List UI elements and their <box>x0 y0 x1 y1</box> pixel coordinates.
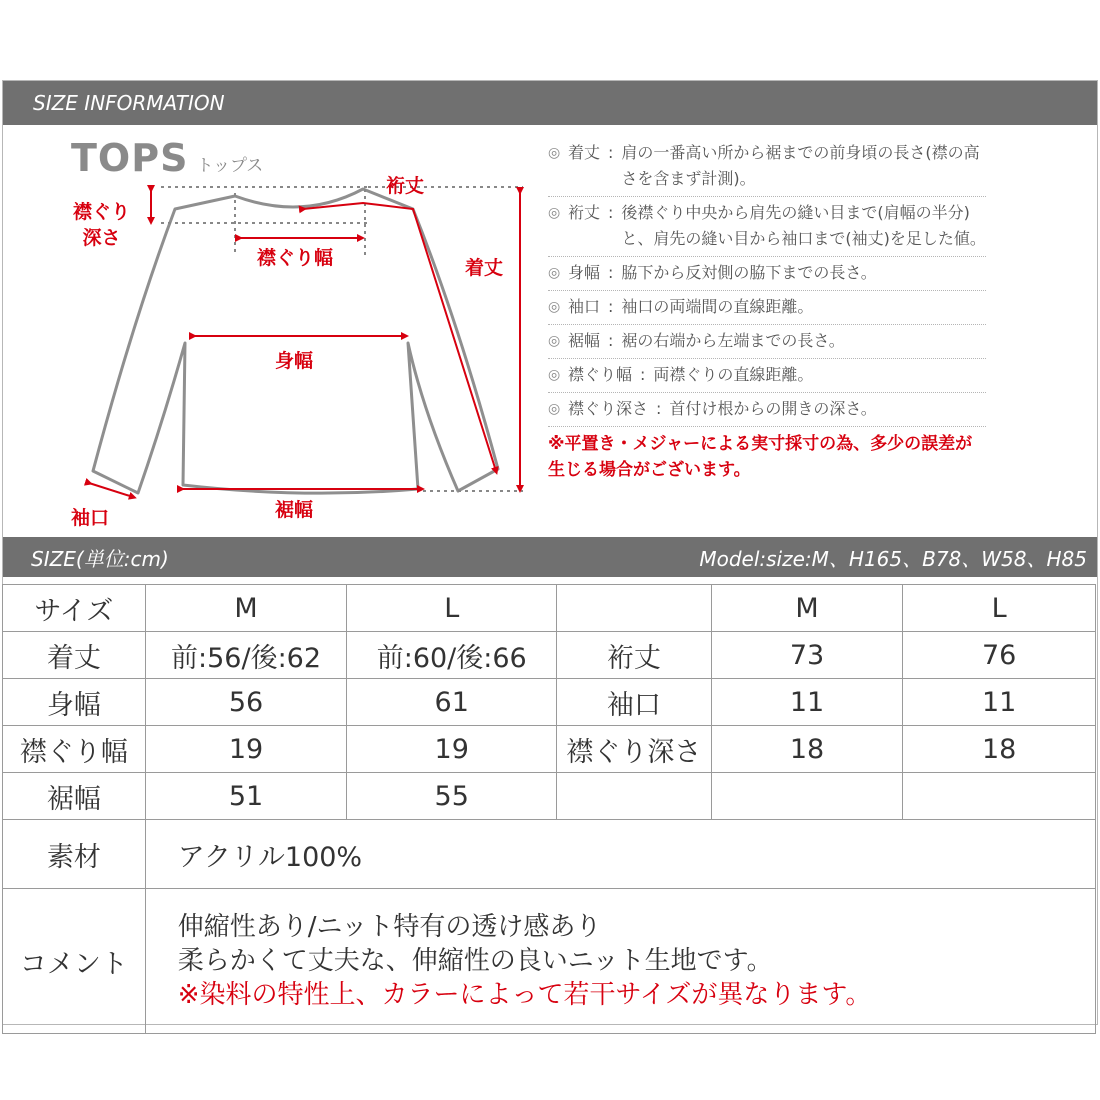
garment-diagram <box>3 81 548 537</box>
bullet-icon: ◎ <box>548 333 561 349</box>
definition-desc: 袖口の両端間の直線距離。 <box>621 297 814 316</box>
definition-term: 裄丈 <box>568 203 601 222</box>
label-collar-depth-line2: 深さ <box>82 227 121 249</box>
table-cell <box>557 773 712 820</box>
table-cell: 18 <box>711 726 903 773</box>
table-cell <box>557 585 712 632</box>
definition-term: 身幅 <box>568 263 601 282</box>
table-cell: 19 <box>347 726 557 773</box>
comment-row <box>3 889 1096 1034</box>
definition-term: 襟ぐり深さ <box>568 399 649 418</box>
label-collar-depth-line1: 襟ぐり <box>73 201 131 223</box>
label-collar-depth <box>73 199 130 251</box>
table-cell: L <box>347 585 557 632</box>
comment-line: 伸縮性あり/ニット特有の透け感あり <box>177 912 602 942</box>
size-unit-label: SIZE(単位:cm) <box>31 546 169 571</box>
table-cell: 裄丈 <box>557 632 712 679</box>
table-cell: サイズ <box>3 585 146 632</box>
bullet-icon: ◎ <box>548 401 561 417</box>
definition-desc: 裾の右端から左端までの長さ。 <box>621 331 845 350</box>
table-cell: M <box>145 585 347 632</box>
bullet-icon: ◎ <box>548 265 561 281</box>
comment-label: コメント <box>3 889 146 1034</box>
definition-term: 袖口 <box>568 297 601 316</box>
definition-desc: 脇下から反対側の脇下までの長さ。 <box>621 263 877 282</box>
table-cell: 11 <box>903 679 1096 726</box>
size-table <box>2 584 1096 1034</box>
bullet-icon: ◎ <box>548 145 561 161</box>
material-row <box>3 820 1096 889</box>
table-cell <box>903 773 1096 820</box>
table-cell: 19 <box>145 726 347 773</box>
table-row <box>3 726 1096 773</box>
model-info: Model:size:M、H165、B78、W58、H85 <box>699 546 1087 571</box>
table-header-row <box>3 585 1096 632</box>
table-row <box>3 632 1096 679</box>
table-cell: 73 <box>711 632 903 679</box>
material-value: アクリル100% <box>145 820 1095 889</box>
definition-row: ◎ 身幅 : 脇下から反対側の脇下までの長さ。 <box>548 257 986 291</box>
table-cell: 身幅 <box>3 679 146 726</box>
definition-desc: 両襟ぐりの直線距離。 <box>653 365 814 384</box>
size-information-panel <box>2 80 1098 1025</box>
label-cuff: 袖口 <box>71 507 110 529</box>
table-cell: 51 <box>145 773 347 820</box>
measurement-note: ※平置き・メジャーによる実寸採寸の為、多少の誤差が生じる場合がございます。 <box>548 434 973 480</box>
table-cell: 76 <box>903 632 1096 679</box>
comment-line: 柔らかくて丈夫な、伸縮性の良いニット生地です。 <box>177 946 773 976</box>
label-collar-width: 襟ぐり幅 <box>257 247 334 269</box>
material-label: 素材 <box>3 820 146 889</box>
table-cell: 裾幅 <box>3 773 146 820</box>
size-band <box>3 537 1097 577</box>
definition-term: 襟ぐり幅 <box>568 365 633 384</box>
tops-title-main: TOPS <box>71 136 189 180</box>
definition-term: 裾幅 <box>568 331 601 350</box>
table-cell: 61 <box>347 679 557 726</box>
definition-row: ◎ 裾幅 : 裾の右端から左端までの長さ。 <box>548 325 986 359</box>
comment-warning: ※染料の特性上、カラーによって若干サイズが異なります。 <box>177 980 872 1010</box>
label-hem-width: 裾幅 <box>275 499 314 521</box>
definition-row: ◎ 襟ぐり深さ : 首付け根からの開きの深さ。 <box>548 393 986 427</box>
table-cell: 襟ぐり幅 <box>3 726 146 773</box>
definition-row: ◎ 着丈 : 肩の一番高い所から裾までの前身頃の長さ(襟の高さを含まず計測)。 <box>548 137 986 197</box>
table-cell: 56 <box>145 679 347 726</box>
label-length: 着丈 <box>465 257 504 279</box>
label-sleeve-length: 裄丈 <box>386 175 425 197</box>
table-cell: 前:60/後:66 <box>347 632 557 679</box>
definition-desc: 肩の一番高い所から裾までの前身頃の長さ(襟の高さを含まず計測)。 <box>621 143 980 188</box>
definition-term: 着丈 <box>568 143 601 162</box>
table-cell: 18 <box>903 726 1096 773</box>
definition-row: ◎ 裄丈 : 後襟ぐり中央から肩先の縫い目まで(肩幅の半分)と、肩先の縫い目から袖口まで(袖丈)を足した値。 <box>548 197 986 257</box>
table-cell <box>711 773 903 820</box>
table-cell: 袖口 <box>557 679 712 726</box>
table-cell: 55 <box>347 773 557 820</box>
label-body-width: 身幅 <box>275 350 314 372</box>
definition-desc: 後襟ぐり中央から肩先の縫い目まで(肩幅の半分)と、肩先の縫い目から袖口まで(袖丈)を足した値。 <box>621 203 986 248</box>
table-cell: 前:56/後:62 <box>145 632 347 679</box>
table-row <box>3 773 1096 820</box>
table-cell: 11 <box>711 679 903 726</box>
definition-row: ◎ 袖口 : 袖口の両端間の直線距離。 <box>548 291 986 325</box>
table-row <box>3 679 1096 726</box>
bullet-icon: ◎ <box>548 299 561 315</box>
table-cell: 着丈 <box>3 632 146 679</box>
section-title: SIZE INFORMATION <box>33 91 225 115</box>
table-cell: 襟ぐり深さ <box>557 726 712 773</box>
garment-outline <box>93 189 498 493</box>
table-cell: M <box>711 585 903 632</box>
bullet-icon: ◎ <box>548 367 561 383</box>
table-cell: L <box>903 585 1096 632</box>
definition-row: ◎ 襟ぐり幅 : 両襟ぐりの直線距離。 <box>548 359 986 393</box>
definition-desc: 首付け根からの開きの深さ。 <box>669 399 877 418</box>
tops-title-sub: トップス <box>196 156 264 176</box>
comment-value <box>145 889 1095 1034</box>
bullet-icon: ◎ <box>548 205 561 221</box>
measurement-definitions <box>548 137 986 483</box>
